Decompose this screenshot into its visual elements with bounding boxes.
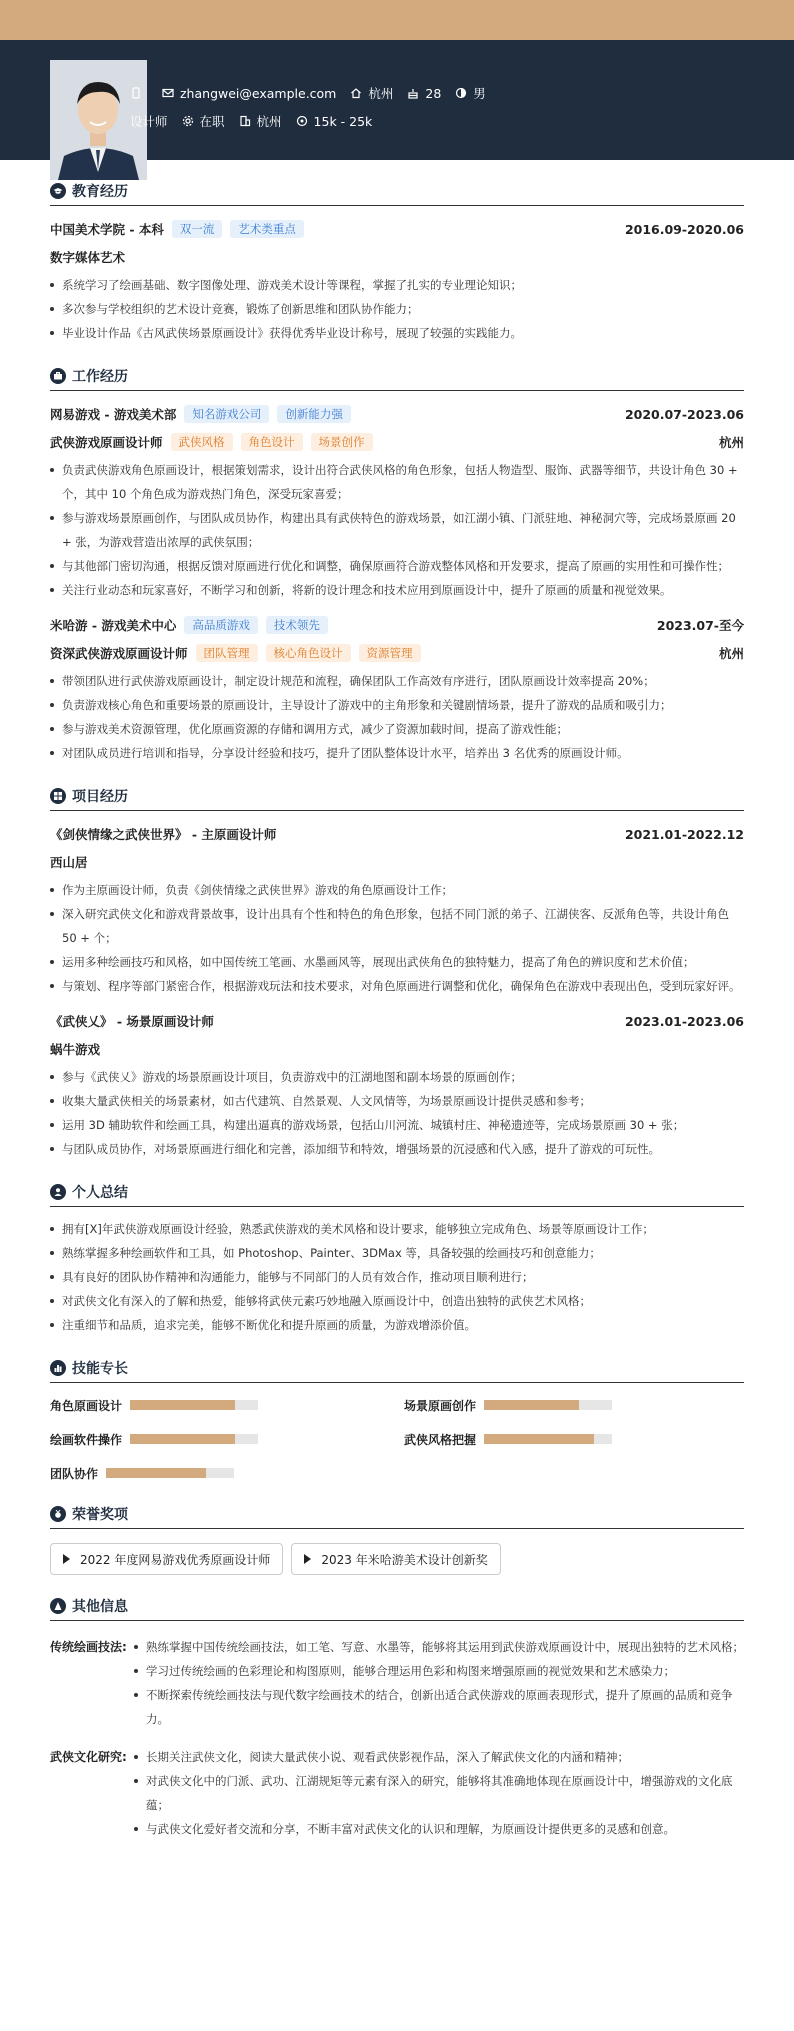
skill-bar-fill — [130, 1400, 235, 1410]
grid-icon — [50, 788, 66, 804]
award-text: 2023 年米哈游美术设计创新奖 — [321, 1552, 488, 1567]
list-item: 毕业设计作品《古风武侠场景原画设计》获得优秀毕业设计称号，展现了较强的实践能力。 — [50, 321, 744, 345]
work-date: 2020.07-2023.06 — [624, 406, 744, 422]
education-major: 数字媒体艺术 — [50, 250, 126, 265]
project-entry-head — [50, 1011, 744, 1031]
list-item: 作为主原画设计师，负责《剑侠情缘之武侠世界》游戏的角色原画设计工作； — [50, 878, 744, 902]
list-item: 负责武侠游戏角色原画设计，根据策划需求，设计出符合武侠风格的角色形象，包括人物造型、服饰、武器等细节，共设计角色 30 + 个，其中 10 个角色成为游戏热门角色，深受玩家喜爱； — [50, 458, 744, 506]
skill-name: 角色原画设计 — [50, 1398, 123, 1413]
role-tag: 团队管理 — [196, 644, 258, 662]
project-org: 蜗牛游戏 — [50, 1042, 101, 1057]
list-item: 对团队成员进行培训和指导，分享设计经验和技巧，提升了团队整体设计水平，培养出 3 名优秀的原画设计师。 — [50, 741, 744, 765]
other-bullets — [134, 1745, 744, 1841]
award-item — [50, 1543, 283, 1575]
list-item: 与其他部门密切沟通，根据反馈对原画进行优化和调整，确保原画符合游戏整体风格和开发要求，提高了原画的实用性和可操作性； — [50, 554, 744, 578]
award-item — [291, 1543, 500, 1575]
skill-bar — [484, 1434, 612, 1444]
role-tag: 资源管理 — [359, 644, 421, 662]
resume-content — [50, 160, 744, 1841]
work-bullets — [50, 458, 744, 602]
play-icon — [63, 1554, 70, 1564]
work-role-head — [50, 432, 744, 452]
job-text: 设计师 — [130, 114, 168, 129]
work-entry-head — [50, 615, 744, 635]
job-row — [130, 112, 386, 130]
skills-grid — [50, 1395, 744, 1483]
list-item: 带领团队进行武侠游戏原画设计，制定设计规范和流程，确保团队工作高效有序进行，团队原画设计效率提高 20%； — [50, 669, 744, 693]
salary-item — [296, 114, 373, 129]
work-date: 2023.07-至今 — [656, 618, 744, 633]
gender-text: 男 — [473, 86, 486, 101]
list-item: 关注行业动态和玩家喜好，不断学习和创新，将新的设计理念和技术应用到原画设计中，提升了原画的质量和视觉效果。 — [50, 578, 744, 602]
user-icon — [50, 1184, 66, 1200]
company-tag: 技术领先 — [266, 616, 328, 634]
list-item: 系统学习了绘画基础、数字图像处理、游戏美术设计等课程，掌握了扎实的专业理论知识； — [50, 273, 744, 297]
skill-name: 绘画软件操作 — [50, 1432, 123, 1447]
other-row — [50, 1745, 744, 1841]
skill-bar-fill — [130, 1434, 235, 1444]
gender-item — [455, 84, 486, 102]
expected-city-item — [239, 112, 282, 130]
gender-icon — [455, 87, 467, 99]
education-entry-head — [50, 219, 744, 239]
project-title: 《剑侠情缘之武侠世界》 - 主原画设计师 — [50, 827, 277, 842]
section-awards-title: 荣誉奖项 — [50, 1483, 744, 1529]
medal-icon — [50, 1506, 66, 1522]
phone-item — [130, 87, 148, 99]
project-org: 西山居 — [50, 855, 88, 870]
other-bullets — [134, 1635, 744, 1731]
email-text: zhangwei@example.com — [180, 85, 337, 101]
list-item: 注重细节和品质，追求完美，能够不断优化和提升原画的质量，为游戏增添价值。 — [50, 1313, 744, 1337]
company-name: 网易游戏 - 游戏美术部 — [50, 407, 177, 422]
bar-chart-icon — [50, 1360, 66, 1376]
project-bullets — [50, 878, 744, 998]
list-item: 熟练掌握多种绘画软件和工具，如 Photoshop、Painter、3DMax 等，具备较强的绘画技巧和创意能力； — [50, 1241, 744, 1265]
expected-city-text: 杭州 — [256, 114, 282, 129]
section-education-title: 教育经历 — [50, 160, 744, 206]
role-tag: 武侠风格 — [171, 433, 233, 451]
list-item: 参与游戏美术资源管理，优化原画资源的存储和调用方式，减少了资源加载时间，提高了游戏性能； — [50, 717, 744, 741]
salary-icon — [296, 115, 308, 127]
school-tag: 双一流 — [172, 220, 223, 238]
email-item — [162, 86, 336, 101]
status-item — [182, 112, 225, 130]
skill-item — [50, 1395, 404, 1415]
list-item: 对武侠文化有深入的了解和热爱，能够将武侠元素巧妙地融入原画设计中，创造出独特的武侠艺术风格； — [50, 1289, 744, 1313]
skill-name: 武侠风格把握 — [404, 1432, 477, 1447]
list-item: 多次参与学校组织的艺术设计竞赛，锻炼了创新思维和团队协作能力； — [50, 297, 744, 321]
section-summary-title: 个人总结 — [50, 1161, 744, 1207]
phone-icon — [130, 87, 142, 99]
skill-item — [50, 1463, 404, 1483]
education-bullets — [50, 273, 744, 345]
school-tag: 艺术类重点 — [230, 220, 304, 238]
skill-name: 团队协作 — [50, 1466, 99, 1481]
status-text: 在职 — [199, 114, 225, 129]
building-icon — [239, 115, 251, 127]
awards-list — [50, 1543, 744, 1575]
role-tag: 角色设计 — [241, 433, 303, 451]
list-item: 与团队成员协作，对场景原画进行细化和完善，添加细节和特效，增强场景的沉浸感和代入感，提升了游戏的可玩性。 — [50, 1137, 744, 1161]
list-item: 熟练掌握中国传统绘画技法，如工笔、写意、水墨等，能够将其运用到武侠游戏原画设计中，展现出独特的艺术风格； — [134, 1635, 744, 1659]
top-accent-band — [0, 0, 794, 40]
skill-bar — [130, 1400, 258, 1410]
role-tag: 核心角色设计 — [266, 644, 351, 662]
city-text: 杭州 — [368, 86, 394, 101]
work-entry-head — [50, 404, 744, 424]
school-name: 中国美术学院 - 本科 — [50, 222, 164, 237]
role-name: 资深武侠游戏原画设计师 — [50, 646, 188, 661]
award-text: 2022 年度网易游戏优秀原画设计师 — [80, 1552, 271, 1567]
play-icon — [304, 1554, 311, 1564]
project-bullets — [50, 1065, 744, 1161]
contact-row — [130, 84, 500, 102]
project-entry-head — [50, 824, 744, 844]
work-bullets — [50, 669, 744, 765]
cake-icon — [407, 87, 419, 99]
other-label: 传统绘画技法: — [50, 1640, 127, 1654]
mail-icon — [162, 87, 174, 99]
company-name: 米哈游 - 游戏美术中心 — [50, 618, 177, 633]
skill-bar — [106, 1468, 234, 1478]
project-title: 《武侠乂》 - 场景原画设计师 — [50, 1014, 214, 1029]
company-tag: 创新能力强 — [277, 405, 351, 423]
skill-bar-fill — [484, 1434, 594, 1444]
skill-bar — [484, 1400, 612, 1410]
summary-bullets — [50, 1217, 744, 1337]
list-item: 学习过传统绘画的色彩理论和构图原则，能够合理运用色彩和构图来增强原画的视觉效果和艺术感染力； — [134, 1659, 744, 1683]
project-date: 2021.01-2022.12 — [624, 826, 744, 842]
list-item: 长期关注武侠文化，阅读大量武侠小说、观看武侠影视作品，深入了解武侠文化的内涵和精神； — [134, 1745, 744, 1769]
list-item: 运用多种绘画技巧和风格，如中国传统工笔画、水墨画风等，展现出武侠角色的独特魅力，提高了角色的辨识度和艺术价值； — [50, 950, 744, 974]
role-tag: 场景创作 — [311, 433, 373, 451]
other-label: 武侠文化研究: — [50, 1750, 127, 1764]
age-item — [407, 86, 441, 101]
list-item: 运用 3D 辅助软件和绘画工具，构建出逼真的游戏场景，包括山川河流、城镇村庄、神秘遗迹等，完成场景原画 30 + 张； — [50, 1113, 744, 1137]
profile-header — [0, 40, 794, 160]
list-item: 具有良好的团队协作精神和沟通能力，能够与不同部门的人员有效合作，推动项目顺利进行； — [50, 1265, 744, 1289]
project-date: 2023.01-2023.06 — [624, 1013, 744, 1029]
job-item — [130, 112, 168, 130]
info-icon — [50, 1598, 66, 1614]
list-item: 不断探索传统绘画技法与现代数字绘画技术的结合，创新出适合武侠游戏的原画表现形式，提升了原画的品质和竞争力。 — [134, 1683, 744, 1731]
skill-item — [50, 1429, 404, 1449]
role-name: 武侠游戏原画设计师 — [50, 435, 163, 450]
list-item: 与武侠文化爱好者交流和分享，不断丰富对武侠文化的认识和理解，为原画设计提供更多的灵感和创意。 — [134, 1817, 744, 1841]
age-text: 28 — [425, 85, 442, 101]
company-tag: 高品质游戏 — [184, 616, 258, 634]
city-item — [350, 84, 393, 102]
list-item: 拥有[X]年武侠游戏原画设计经验，熟悉武侠游戏的美术风格和设计要求，能够独立完成角色、场景等原画设计工作； — [50, 1217, 744, 1241]
list-item: 参与《武侠乂》游戏的场景原画设计项目，负责游戏中的江湖地图和副本场景的原画创作； — [50, 1065, 744, 1089]
briefcase-icon — [50, 368, 66, 384]
skill-name: 场景原画创作 — [404, 1398, 477, 1413]
skill-item — [404, 1429, 744, 1449]
graduation-cap-icon — [50, 183, 66, 199]
education-date: 2016.09-2020.06 — [624, 221, 744, 237]
list-item: 与策划、程序等部门紧密合作，根据游戏玩法和技术要求，对角色原画进行调整和优化，确保角色在游戏中表现出色，受到玩家好评。 — [50, 974, 744, 998]
work-location: 杭州 — [718, 646, 744, 661]
salary-text: 15k - 25k — [313, 113, 373, 129]
skill-item — [404, 1395, 744, 1415]
list-item: 对武侠文化中的门派、武功、江湖规矩等元素有深入的研究，能够将其准确地体现在原画设计中，增强游戏的文化底蕴； — [134, 1769, 744, 1817]
list-item: 收集大量武侠相关的场景素材，如古代建筑、自然景观、人文风情等，为场景原画设计提供灵感和参考； — [50, 1089, 744, 1113]
list-item: 负责游戏核心角色和重要场景的原画设计，主导设计了游戏中的主角形象和关键剧情场景，提升了游戏的品质和吸引力； — [50, 693, 744, 717]
work-location: 杭州 — [718, 435, 744, 450]
section-other-title: 其他信息 — [50, 1575, 744, 1621]
home-icon — [350, 87, 362, 99]
section-work-title: 工作经历 — [50, 345, 744, 391]
skill-bar-fill — [484, 1400, 579, 1410]
skill-bar — [130, 1434, 258, 1444]
section-skills-title: 技能专长 — [50, 1337, 744, 1383]
work-role-head — [50, 643, 744, 663]
list-item: 深入研究武侠文化和游戏背景故事，设计出具有个性和特色的角色形象，包括不同门派的弟子、江湖侠客、反派角色等，共设计角色 50 + 个； — [50, 902, 744, 950]
skill-bar-fill — [106, 1468, 206, 1478]
section-projects-title: 项目经历 — [50, 765, 744, 811]
gear-icon — [182, 115, 194, 127]
list-item: 参与游戏场景原画创作，与团队成员协作，构建出具有武侠特色的游戏场景，如江湖小镇、门派驻地、神秘洞穴等，完成场景原画 20 + 张，为游戏营造出浓厚的武侠氛围； — [50, 506, 744, 554]
other-row — [50, 1635, 744, 1731]
company-tag: 知名游戏公司 — [184, 405, 269, 423]
